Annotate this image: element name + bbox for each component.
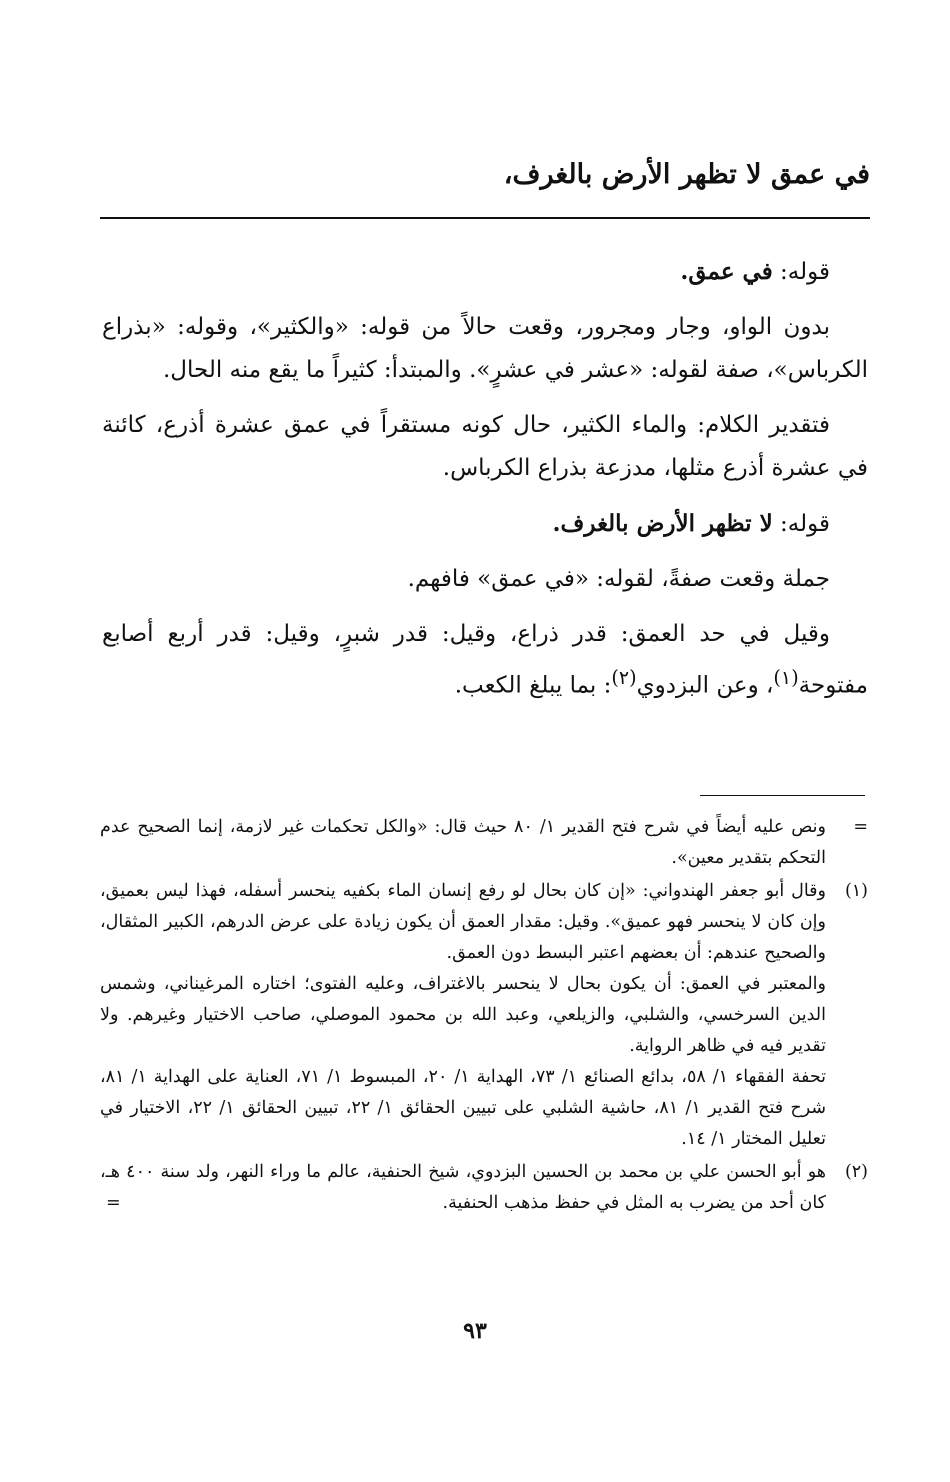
main-text	[102, 250, 868, 720]
paragraph-grammar: بدون الواو، وجار ومجرور، وقعت حالاً من قوله: «والكثير»، وقوله: «بذراع الكرباس»، صفة لقوله: «عشر في عشرٍ». والمبتدأ: كثيراً ما يقع منه الحال.	[102, 314, 868, 383]
paragraph-estimation: فتقدير الكلام: والماء الكثير، حال كونه مستقراً في عمق عشرة أذرع، كائنة في عشرة أذرع مثلها، مدزعة بذراع الكرباس.	[102, 412, 868, 481]
continuation-mark: =	[853, 817, 868, 837]
footnote-1	[100, 876, 868, 1155]
header-rule	[100, 217, 870, 219]
footnote-text: ونص عليه أيضاً في شرح فتح القدير ١/ ٨٠ حيث قال: «والكل تحكمات غير لازمة، إنما الصحيح عدم التحكم بتقدير معين».	[100, 817, 826, 868]
footnote-references: تحفة الفقهاء ١/ ٥٨، بدائع الصنائع ١/ ٧٣، الهداية ١/ ٢٠، المبسوط ١/ ٧١، العناية على الهداية ١/ ٨١، شرح فتح القدير ١/ ٨١، حاشية الشلبي على تبيين الحقائق ١/ ٢٢، تبيين الحقائق ١/ ٢٢، الاختيار في تعليل المختار ١/ ١٤.	[100, 1067, 827, 1149]
paragraph-depth-definition	[102, 613, 868, 708]
quote-label: قوله:	[772, 259, 830, 285]
footnote-number: (١)	[844, 881, 868, 901]
quoted-phrase: في عمق.	[680, 258, 773, 285]
continuation-mark: =	[106, 1193, 121, 1213]
footnote-continuation	[100, 812, 868, 874]
paragraph-sentence-note: جملة وقعت صفةً، لقوله: «في عمق» فافهم.	[407, 566, 830, 592]
footnote-text: هو أبو الحسن علي بن محمد بن الحسين البزدوي، شيخ الحنفية، عالم ما وراء النهر، ولد سنة ٤٠٠ هـ، كان أحد من يضرب به المثل في حفظ مذهب الحنفية.	[100, 1162, 826, 1213]
quoted-phrase: لا تظهر الأرض بالغرف.	[552, 510, 773, 537]
paragraph-quote-2	[102, 502, 868, 546]
text-run: وقيل في حد العمق: قدر ذراع، وقيل: قدر شبرٍ، وقيل: قدر أربع أصابع مفتوحة	[102, 621, 868, 699]
footnotes	[100, 812, 868, 1221]
footnote-number: (٢)	[844, 1162, 868, 1182]
footnote-text: والمعتبر في العمق: أن يكون بحال لا ينحسر بالاغتراف، وعليه الفتوى؛ اختاره المرغيناني، وشمس الدين السرخسي، والشلبي، والزيلعي، وعبد الله بن محمود الموصلي، صاحب الاختيار وغيرهم. ولا تقدير فيه في ظاهر الرواية.	[100, 974, 826, 1056]
footnote-2	[100, 1157, 868, 1219]
footnote-rule	[700, 795, 865, 796]
footnote-ref-1[interactable]: (١)	[773, 666, 799, 689]
footnote-text: وقال أبو جعفر الهندواني: «إن كان بحال لو رفع إنسان الماء بكفيه ينحسر أسفله، فهذا ليس بعميق، وإن كان لا ينحسر فهو عميق». وقيل: مقدار العمق أن يكون زيادة على عرض الدرهم، الكبير المثقال، والصحيح عندهم: أن بعضهم اعتبر البسط دون العمق.	[100, 881, 826, 963]
footnote-ref-2[interactable]: (٢)	[611, 666, 637, 689]
quote-label: قوله:	[772, 511, 830, 537]
page-number: ٩٣	[463, 1318, 487, 1344]
text-run: : بما يبلغ الكعب.	[454, 672, 612, 699]
paragraph-quote-1	[102, 250, 868, 294]
text-run: ، وعن البزدوي	[636, 672, 774, 699]
running-head: في عمق لا تظهر الأرض بالغرف،	[503, 159, 870, 190]
